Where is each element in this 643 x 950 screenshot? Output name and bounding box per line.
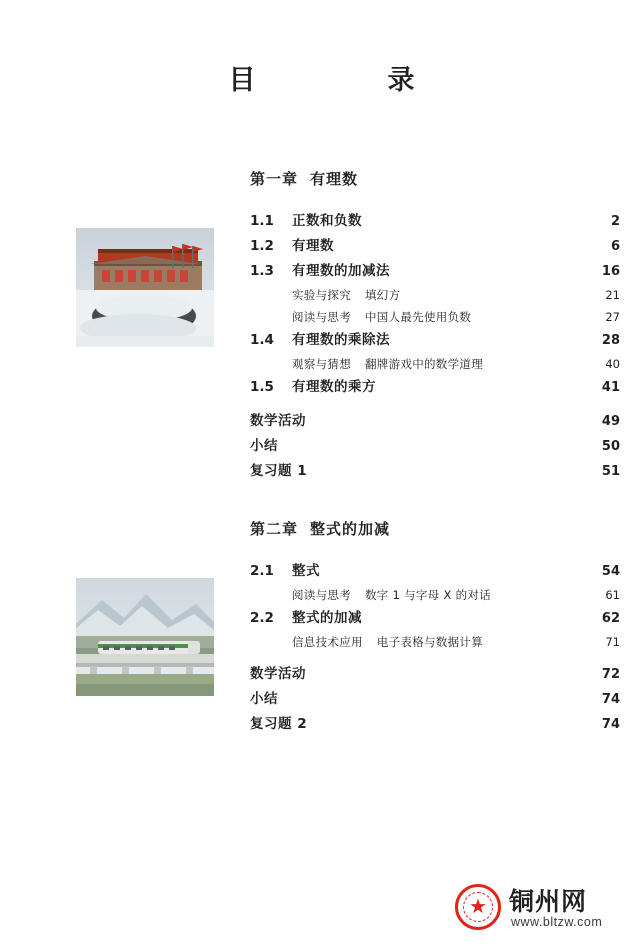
toc-subentry[interactable] [250, 584, 620, 606]
toc-entry[interactable] [250, 209, 620, 234]
qinghai-tibet-train-photo [76, 578, 214, 696]
toc-entry[interactable] [250, 606, 620, 631]
entry-number: 1.4 [250, 332, 274, 348]
chapter-2-title: 整式的加减 [310, 520, 391, 538]
subentry-kind: 阅读与思考 [292, 310, 351, 324]
entry-page: 50 [601, 439, 620, 454]
entry-page: 74 [601, 692, 620, 707]
toc-entry[interactable] [250, 559, 620, 584]
chapter-heading-1 [250, 168, 620, 189]
chapter-1-number: 第一章 [250, 170, 299, 188]
chapter-2-number: 第二章 [250, 520, 299, 538]
subentry-label: 电子表格与数据计算 [376, 635, 484, 649]
entry-label: 数学活动 [250, 413, 306, 429]
entry-label: 正数和负数 [292, 213, 362, 229]
entry-number: 2.2 [250, 610, 274, 626]
entry-page: 2 [610, 214, 620, 229]
subentry-kind: 观察与猜想 [292, 357, 351, 371]
entry-label: 有理数的加减法 [292, 263, 390, 279]
entry-label: 小结 [250, 691, 278, 707]
subentry-label: 中国人最先使用负数 [365, 310, 472, 324]
entry-label: 有理数的乘除法 [292, 332, 390, 348]
entry-page: 40 [605, 357, 620, 371]
toc-entry[interactable] [250, 712, 620, 737]
site-watermark [455, 882, 630, 938]
entry-page: 6 [610, 239, 620, 254]
chapter-1-title: 有理数 [310, 170, 359, 188]
toc-entry[interactable] [250, 662, 620, 687]
tiananmen-snow-photo [76, 228, 214, 347]
entry-page: 72 [601, 667, 620, 682]
entry-number: 2.1 [250, 563, 274, 579]
entry-page: 74 [601, 717, 620, 732]
entry-page: 16 [601, 264, 620, 279]
toc-entry[interactable] [250, 459, 620, 484]
subentry-label: 翻牌游戏中的数学道理 [365, 357, 483, 371]
toc-subentry[interactable] [250, 353, 620, 375]
entry-page: 51 [601, 464, 620, 479]
toc-entry[interactable] [250, 375, 620, 400]
subentry-text [292, 353, 483, 375]
entry-page: 61 [605, 588, 620, 602]
entry-page: 49 [601, 414, 620, 429]
entry-number: 1.1 [250, 213, 274, 229]
toc-entry[interactable] [250, 259, 620, 284]
watermark-site-name: 铜州网 [509, 887, 588, 916]
subentry-label: 填幻方 [365, 288, 401, 302]
entry-label: 小结 [250, 438, 278, 454]
star-glyph: ★ [469, 896, 487, 918]
entry-number: 1.2 [250, 238, 274, 254]
entry-page: 27 [605, 310, 620, 324]
entry-label: 有理数 [292, 238, 334, 254]
entry-label: 复习题 1 [250, 463, 308, 479]
entry-page: 71 [605, 635, 620, 649]
table-of-contents [250, 168, 620, 737]
subentry-kind: 阅读与思考 [292, 588, 351, 602]
toc-subentry[interactable] [250, 284, 620, 306]
entry-page: 62 [601, 611, 620, 626]
toc-entry[interactable] [250, 434, 620, 459]
entry-page: 54 [601, 564, 620, 579]
entry-label: 整式 [292, 563, 320, 579]
entry-label: 数学活动 [250, 666, 306, 682]
subentry-label: 数字 1 与字母 X 的对话 [365, 588, 492, 602]
entry-label: 整式的加减 [292, 610, 362, 626]
entry-number: 1.5 [250, 379, 274, 395]
toc-entry[interactable] [250, 409, 620, 434]
subentry-text [292, 631, 483, 653]
watermark-url: www.bltzw.com [511, 915, 603, 929]
toc-entry[interactable] [250, 687, 620, 712]
entry-number: 1.3 [250, 263, 274, 279]
red-star-seal-icon [455, 884, 501, 930]
toc-entry[interactable] [250, 234, 620, 259]
toc-subentry[interactable] [250, 306, 620, 328]
subentry-kind: 信息技术应用 [292, 635, 363, 649]
toc-subentry[interactable] [250, 631, 620, 653]
subentry-kind: 实验与探究 [292, 288, 351, 302]
entry-label: 复习题 2 [250, 716, 308, 732]
subentry-text [292, 584, 491, 606]
page-title: 目 录 [228, 65, 441, 96]
entry-page: 41 [601, 380, 620, 395]
chapter-block-2 [250, 518, 620, 737]
toc-entry[interactable] [250, 328, 620, 353]
subentry-text [292, 306, 471, 328]
chapter-heading-2 [250, 518, 620, 539]
entry-page: 28 [601, 333, 620, 348]
subentry-text [292, 284, 400, 306]
entry-page: 21 [605, 288, 620, 302]
chapter-block-1 [250, 168, 620, 484]
entry-label: 有理数的乘方 [292, 379, 376, 395]
